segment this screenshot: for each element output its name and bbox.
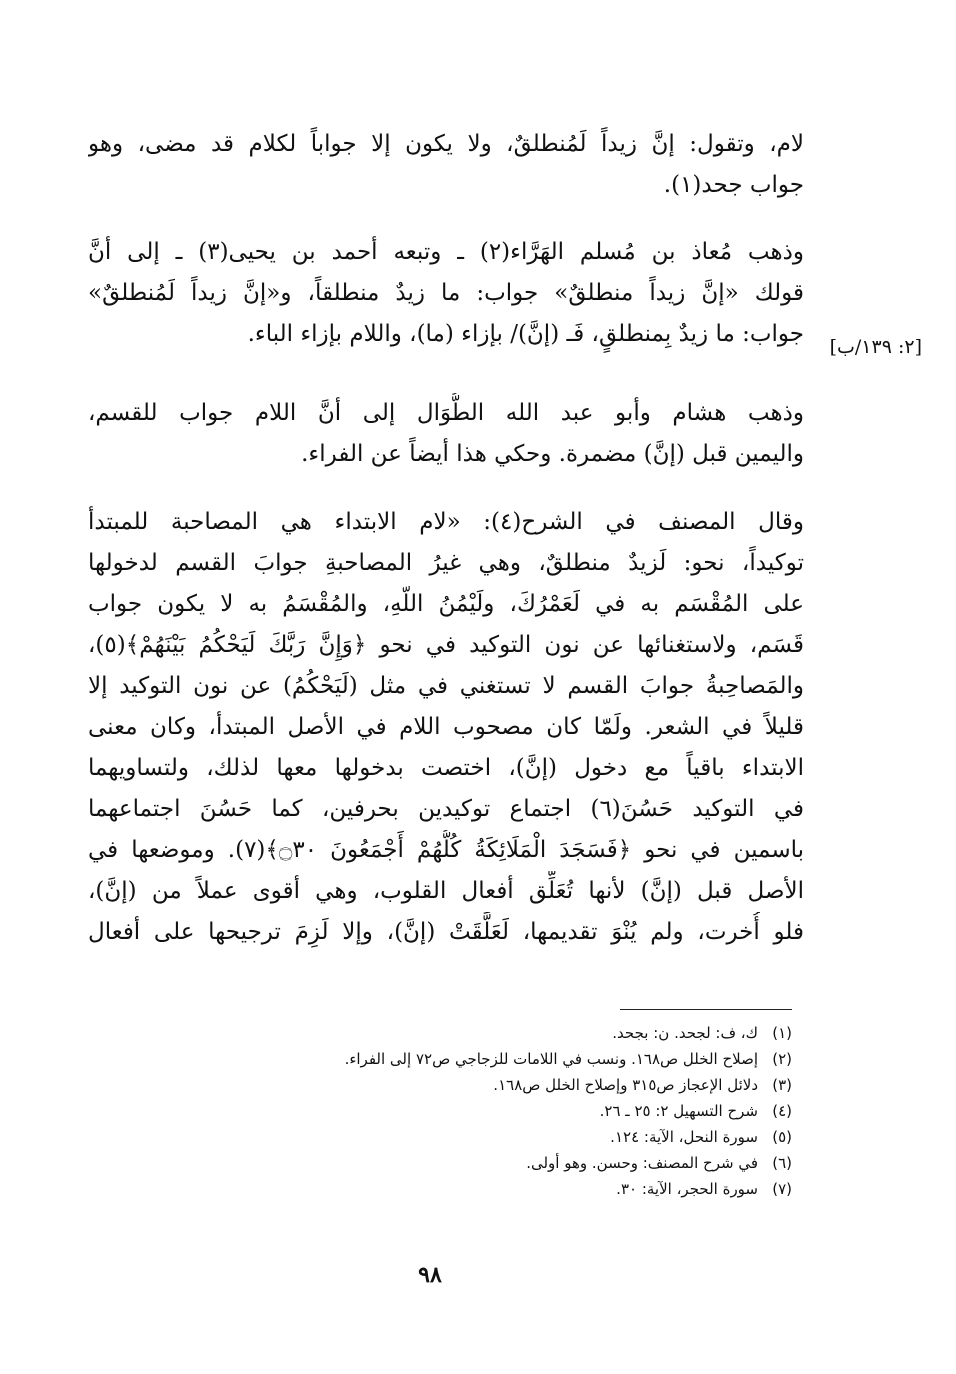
footnote-text: ك، ف: لجحد. ن: بجحد.	[612, 1024, 758, 1042]
footnote-number: (١)	[772, 1024, 792, 1042]
paragraph-2	[88, 232, 804, 355]
footnote-text: سورة النحل، الآية: ١٢٤.	[610, 1128, 758, 1146]
footnote	[300, 1046, 792, 1072]
text-line: الأصل قبل (إنَّ) لأنها تُعَلِّق أفعال القلوب، وهي أقوى عملاً من (إنَّ)،	[88, 878, 804, 904]
footnotes	[300, 1020, 792, 1202]
page-number: ٩٨	[418, 1262, 442, 1288]
footnote	[300, 1176, 792, 1202]
footnote-text: إصلاح الخلل ص١٦٨. ونسب في اللامات للزجاجي ص٧٢ إلى الفراء.	[344, 1050, 758, 1068]
text-line: لام، وتقول: إنَّ زيداً لَمُنطلقٌ، ولا يكون إلا جواباً لكلام قد مضى، وهو	[88, 131, 804, 157]
text-line: الابتداء باقياً مع دخول (إنَّ)، اختصت بدخولها معها لذلك، ولتساويهما	[88, 755, 804, 781]
text-line: والمَصاحِبةُ جوابَ القسم لا تستغني في مثل (لَيَحْكُمُ) عن نون التوكيد إلا	[88, 673, 804, 699]
footnote	[300, 1020, 792, 1046]
text-line: جواب جحد(١).	[663, 172, 804, 198]
footnote-number: (٧)	[772, 1180, 792, 1198]
text-line: على المُقْسَم به في لَعَمْرُكَ، ولَيْمُنُ اللّهِ، والمُقْسَمُ به لا يكون جواب	[88, 591, 804, 617]
text-line: في التوكيد حَسُنَ(٦) اجتماع توكيدين بحرفين، كما حَسُنَ اجتماعهما	[88, 796, 804, 822]
text-line: وذهب مُعاذ بن مُسلم الهَرَّاء(٢) ـ وتبعه أحمد بن يحيى(٣) ـ إلى أنَّ	[88, 239, 804, 265]
paragraph-1	[88, 124, 804, 206]
text-line: قَسَم، ولاستغنائها عن نون التوكيد في نحو ﴿وَإِنَّ رَبَّكَ لَيَحْكُمُ بَيْنَهُمْ﴾(٥)،	[88, 632, 804, 658]
paragraph-4	[88, 502, 804, 953]
text-line: فلو أُخرت، ولم يُنْوَ تقديمها، لَعَلَّقَتْ (إنَّ)، وإلا لَزِمَ ترجيحها على أفعال	[88, 919, 804, 945]
footnote	[300, 1124, 792, 1150]
paragraph-3	[88, 393, 804, 475]
text-line: قليلاً في الشعر. ولَمّا كان مصحوب اللام في الأصل المبتدأ، وكان معنى	[88, 714, 804, 740]
margin-manuscript-reference: [٢: ١٣٩/ب]	[829, 336, 922, 358]
text-line: توكيداً، نحو: لَزيدٌ منطلقٌ، وهي غيرُ المصاحبةِ جوابَ القسم لدخولها	[88, 550, 804, 576]
footnote-text: في شرح المصنف: وحسن. وهو أولى.	[526, 1154, 758, 1172]
footnote-number: (٥)	[772, 1128, 792, 1146]
footnote-text: سورة الحجر، الآية: ٣٠.	[616, 1180, 758, 1198]
text-line: وقال المصنف في الشرح(٤): «لام الابتداء هي المصاحبة للمبتدأ	[88, 509, 804, 535]
text-line: قولك «إنَّ زيداً منطلقٌ» جواب: ما زيدٌ منطلقاً، و«إنَّ زيداً لَمُنطلقٌ»	[88, 280, 804, 306]
footnote	[300, 1072, 792, 1098]
footnote-text: دلائل الإعجاز ص٣١٥ وإصلاح الخلل ص١٦٨.	[493, 1076, 758, 1094]
text-line: باسمين في نحو ﴿فَسَجَدَ الْمَلَائِكَةُ كُلُّهُمْ أَجْمَعُونَ ۝٣٠﴾(٧). وموضعها في	[88, 837, 804, 863]
footnote-separator	[620, 1009, 792, 1010]
footnote	[300, 1150, 792, 1176]
text-line: واليمين قبل (إنَّ) مضمرة. وحكي هذا أيضاً عن الفراء.	[301, 441, 804, 467]
footnote-number: (٦)	[772, 1154, 792, 1172]
text-line: جواب: ما زيدٌ بِمنطلقٍ، فَـ (إنَّ)/ بإزاء (ما)، واللام بإزاء الباء.	[247, 321, 804, 347]
text-line: وذهب هشام وأبو عبد الله الطُّوَال إلى أنَّ اللام جواب للقسم،	[88, 400, 804, 426]
footnote-number: (٣)	[772, 1076, 792, 1094]
footnote	[300, 1098, 792, 1124]
footnote-number: (٢)	[772, 1050, 792, 1068]
footnote-text: شرح التسهيل ٢: ٢٥ ـ ٢٦.	[599, 1102, 758, 1120]
footnote-number: (٤)	[772, 1102, 792, 1120]
